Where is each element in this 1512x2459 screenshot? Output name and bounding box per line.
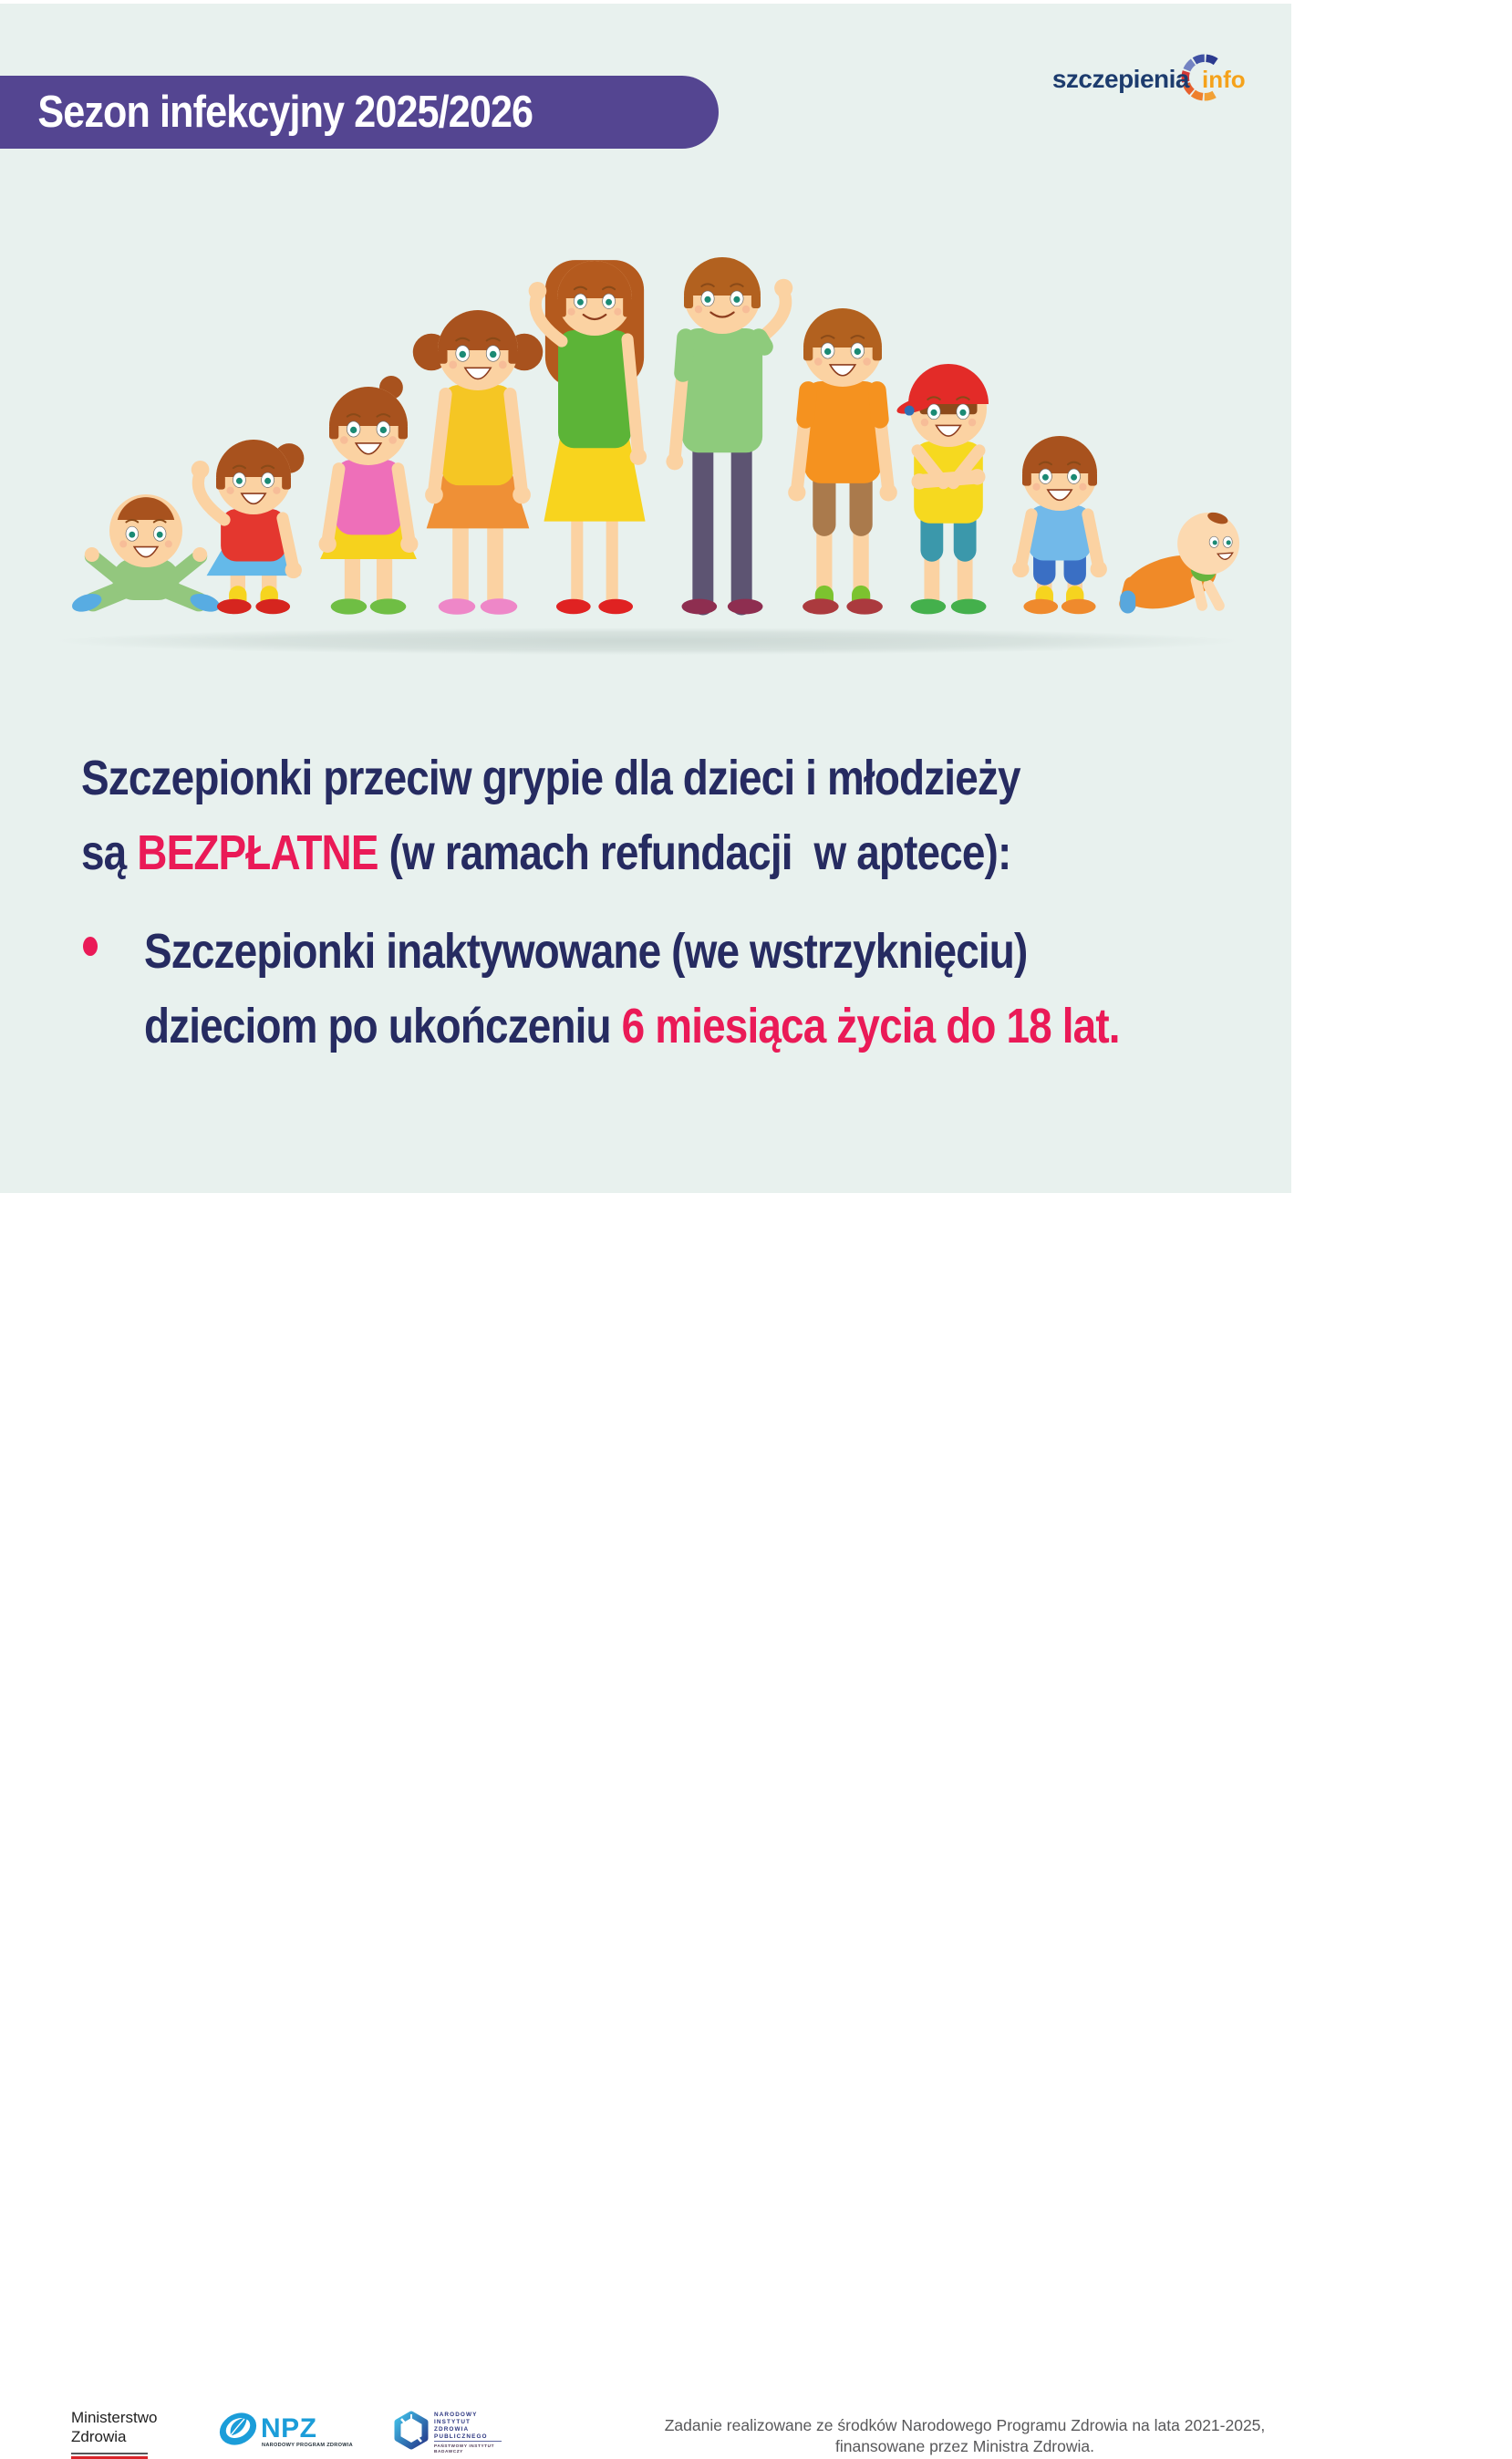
ministry-line2: Zdrowia bbox=[71, 2428, 127, 2445]
intro-line1: Szczepionki przeciw grypie dla dzieci i młodzieży bbox=[81, 751, 1020, 805]
nizp-logo bbox=[392, 2406, 547, 2457]
npz-abbr: NPZ bbox=[261, 2413, 317, 2443]
nizp-monogram-icon bbox=[398, 2414, 425, 2446]
ministry-rule-gray bbox=[71, 2453, 148, 2454]
ministry-of-health-logo bbox=[71, 2408, 157, 2459]
bullet-line1: Szczepionki inaktywowane (we wstrzyknięciu) bbox=[144, 924, 1028, 979]
nizp-line3: ZDROWIA bbox=[434, 2426, 470, 2433]
bullet-text bbox=[144, 914, 1512, 1063]
npz-swirl-icon bbox=[214, 2407, 263, 2452]
npz-subtitle: NARODOWY PROGRAM ZDROWIA bbox=[262, 2443, 354, 2448]
logo-word: szczepienia bbox=[1051, 65, 1189, 93]
intro-line2-highlight: BEZPŁATNE bbox=[137, 825, 378, 880]
bullet-dot bbox=[83, 937, 98, 956]
banner bbox=[0, 76, 719, 149]
funding-note-line1: Zadanie realizowane ze środków Narodowego Programu Zdrowia na lata 2021-2025, bbox=[664, 2416, 1266, 2434]
nizp-line2: INSTYTUT bbox=[434, 2419, 471, 2425]
funding-note bbox=[653, 2415, 1277, 2457]
banner-title: Sezon infekcyjny 2025/2026 bbox=[37, 88, 533, 137]
intro-line2 bbox=[81, 815, 1244, 890]
nizp-line4: PUBLICZNEGO bbox=[434, 2433, 488, 2440]
footer bbox=[0, 1193, 1291, 2455]
nizp-sub2: BADAWCZY bbox=[434, 2449, 463, 2454]
nizp-sub1: PAŃSTWOWY INSTYTUT bbox=[434, 2443, 495, 2448]
bullet-line2 bbox=[144, 989, 1307, 1063]
bullet-line2-pre: dzieciom po ukończeniu bbox=[144, 999, 622, 1053]
intro-line2-pre: są bbox=[81, 825, 138, 880]
bullet-line2-highlight: 6 miesiąca życia do 18 lat. bbox=[621, 999, 1120, 1053]
intro-line2-post: (w ramach refundacji w aptece): bbox=[378, 825, 1011, 880]
funding-note-line2: finansowane przez Ministra Zdrowia. bbox=[834, 2437, 1094, 2455]
ministry-line1: Ministerstwo bbox=[71, 2409, 158, 2426]
npz-logo bbox=[217, 2407, 354, 2453]
nizp-line1: NARODOWY bbox=[434, 2412, 478, 2418]
intro-text bbox=[81, 741, 1449, 890]
szczepienia-info-logo bbox=[1029, 49, 1257, 108]
logo-suffix: info bbox=[1202, 66, 1246, 93]
